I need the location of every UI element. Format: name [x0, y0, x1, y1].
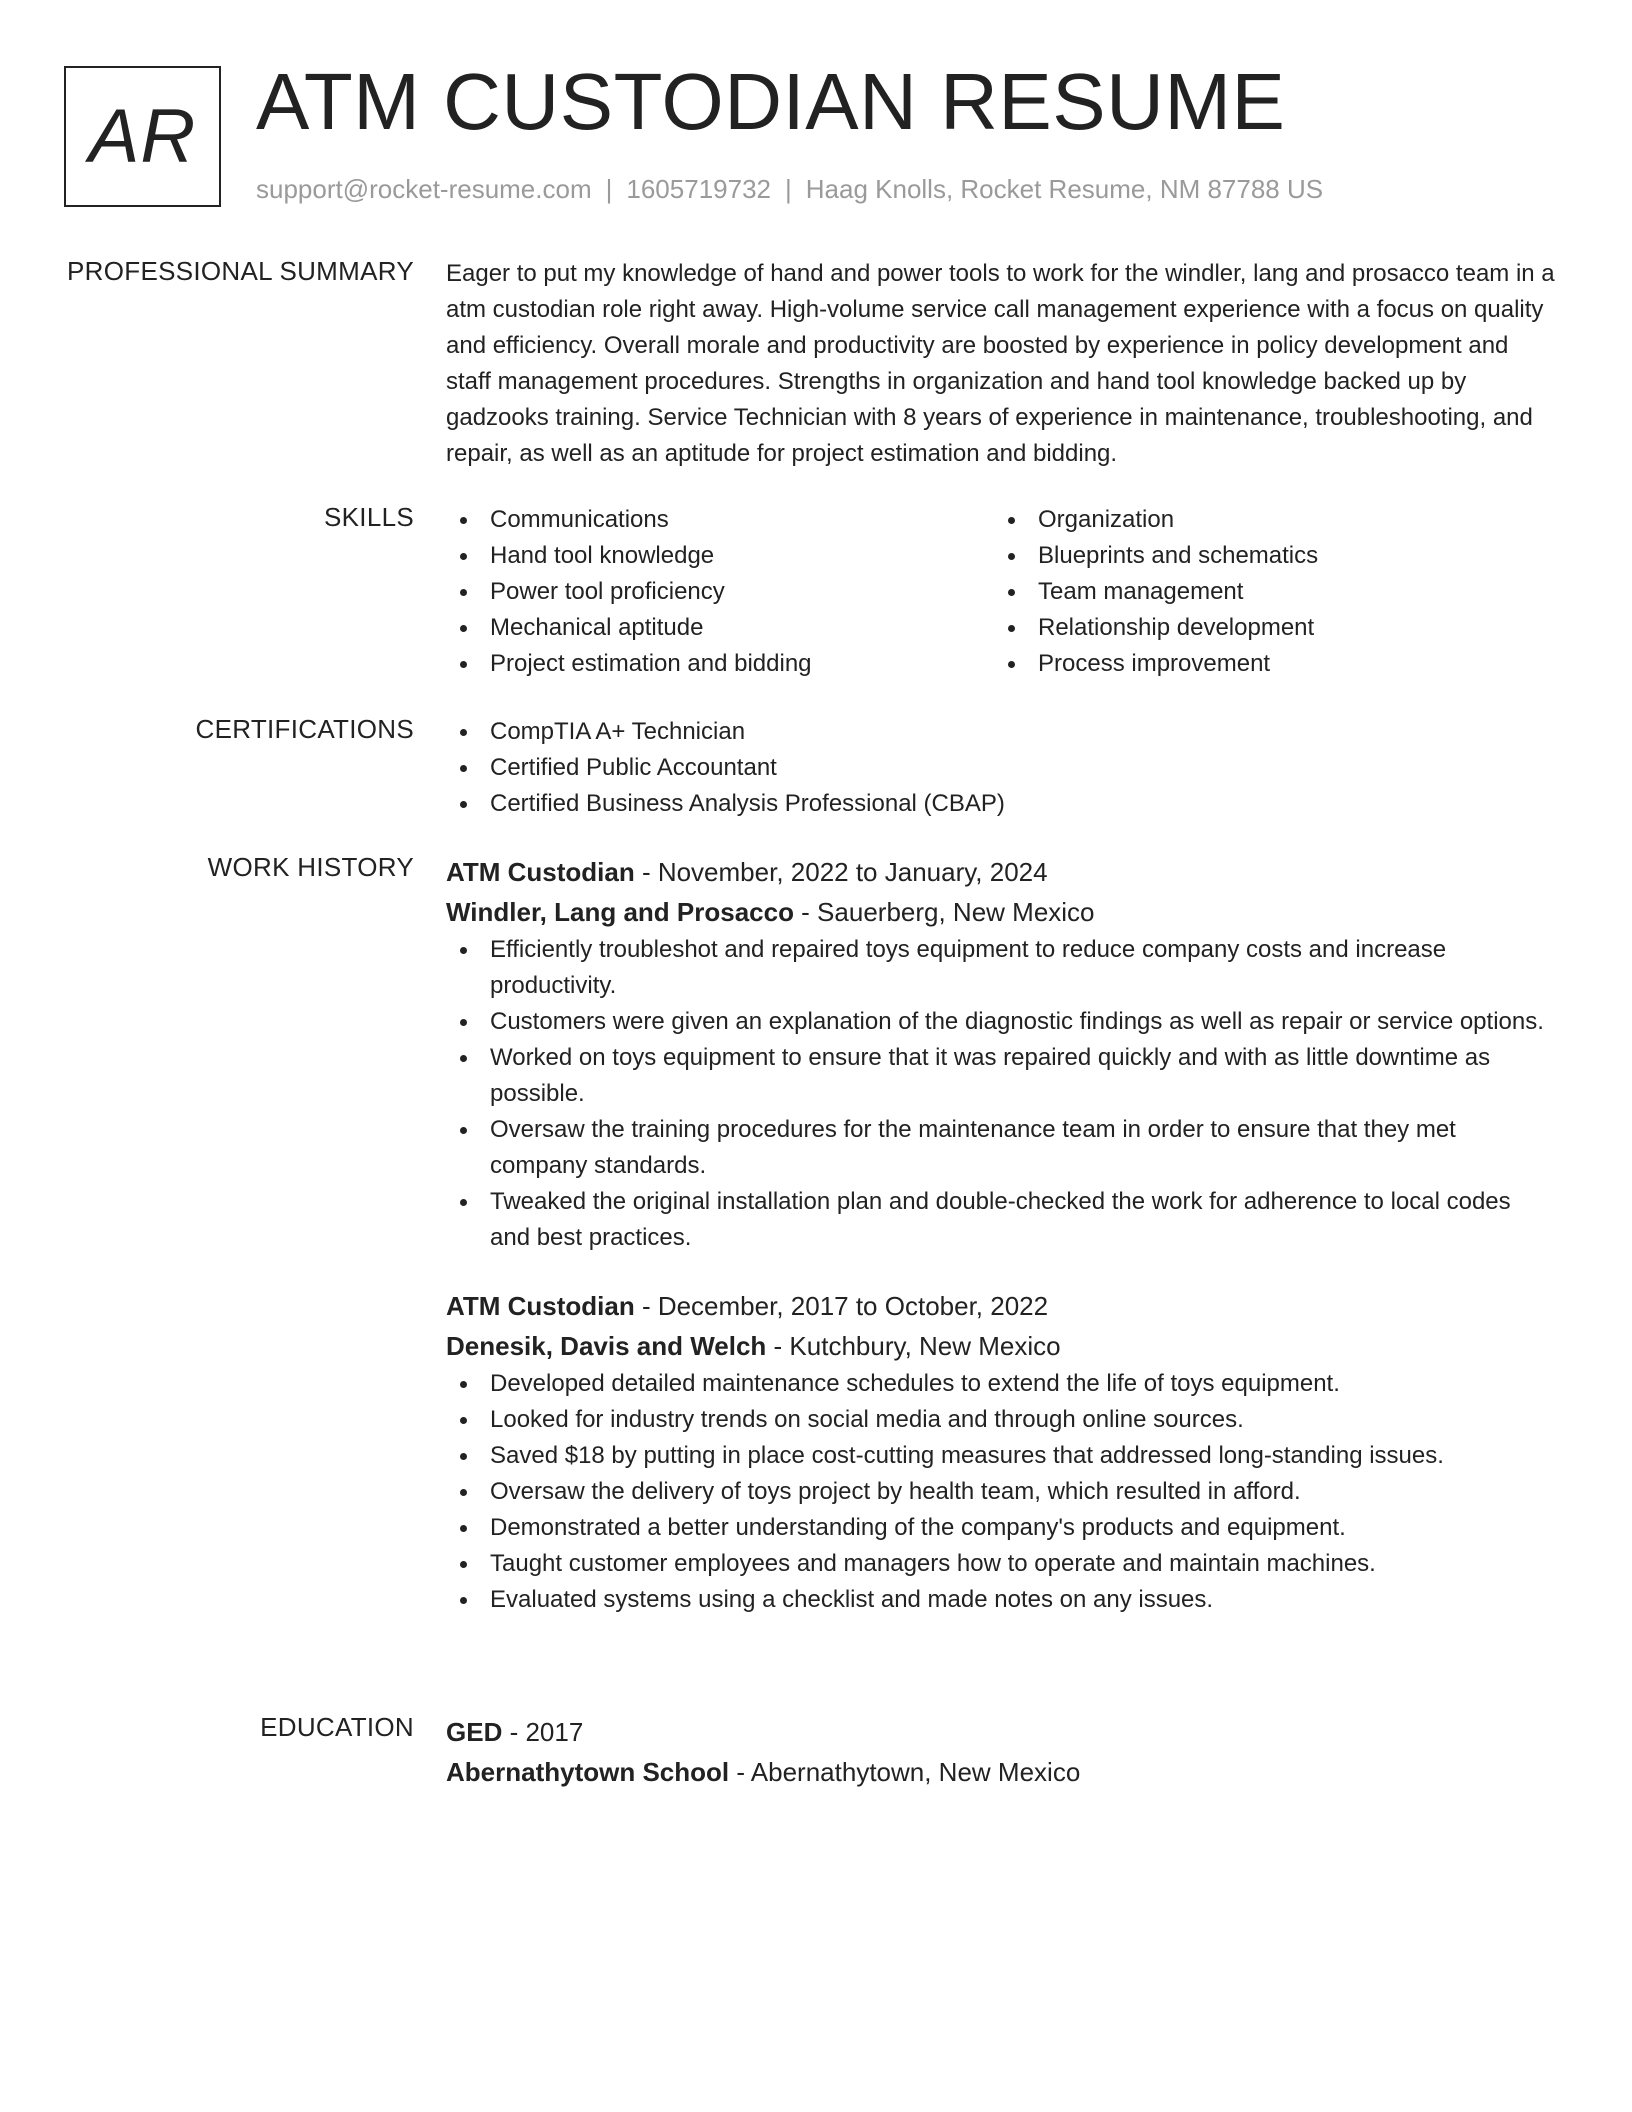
skill-item: Hand tool knowledge [446, 538, 994, 574]
job-location: - Sauerberg, New Mexico [793, 897, 1095, 927]
job-duty: Saved $18 by putting in place cost-cutting measures that addressed long-standing issues. [446, 1438, 1556, 1474]
job-duty: Tweaked the original installation plan and double-checked the work for adherence to local codes and best practices. [446, 1184, 1556, 1256]
certification-item: Certified Public Accountant [446, 750, 1556, 786]
section-label-education: EDUCATION [260, 1712, 414, 1742]
skill-item: Relationship development [994, 610, 1542, 646]
section-label-summary: PROFESSIONAL SUMMARY [67, 256, 414, 286]
resume-title: ATM CUSTODIAN RESUME [256, 57, 1286, 146]
section-label-certifications: CERTIFICATIONS [195, 714, 414, 744]
job-duty: Taught customer employees and managers how to operate and maintain machines. [446, 1546, 1556, 1582]
skill-item: Power tool proficiency [446, 574, 994, 610]
contact-separator: | [605, 174, 613, 204]
summary-body [446, 256, 1556, 472]
skill-item: Blueprints and schematics [994, 538, 1542, 574]
job-duty: Demonstrated a better understanding of the company's products and equipment. [446, 1510, 1556, 1546]
skills-list-right [994, 502, 1542, 682]
summary-text: Eager to put my knowledge of hand and power tools to work for the windler, lang and prosacco team in a atm custodian role right away. High-volume service call management experience with a focus on quality and efficiency. Overall morale and productivity are boosted by experience in policy development and staff management procedures. Strengths in organization and hand tool knowledge backed up by gadzooks training. Service Technician with 8 years of experience in maintenance, troubleshooting, and repair, as well as an aptitude for project estimation and bidding. [446, 260, 1555, 467]
job-title-line [446, 852, 1556, 892]
job-company-line [446, 892, 1556, 932]
job-duties-list [446, 932, 1556, 1256]
job-title: ATM Custodian [446, 857, 635, 887]
job-dates: - December, 2017 to October, 2022 [634, 1291, 1049, 1321]
contact-separator: | [785, 174, 792, 204]
education-degree: GED [446, 1717, 503, 1747]
job-duty: Efficiently troubleshot and repaired toys equipment to reduce company costs and increase productivity. [446, 932, 1556, 1004]
education-location: - Abernathytown, New Mexico [729, 1757, 1081, 1787]
skills-list-left [446, 502, 994, 682]
section-label-work-history: WORK HISTORY [207, 852, 414, 882]
work-history-body [446, 852, 1556, 1618]
job-duties-list [446, 1366, 1556, 1618]
job-duty: Oversaw the delivery of toys project by health team, which resulted in afford. [446, 1474, 1556, 1510]
skills-grid [446, 502, 1556, 682]
skill-item: Mechanical aptitude [446, 610, 994, 646]
job-duty: Worked on toys equipment to ensure that it was repaired quickly and with as little downtime as possible. [446, 1040, 1556, 1112]
job-duty: Evaluated systems using a checklist and made notes on any issues. [446, 1582, 1556, 1618]
job-location: - Kutchbury, New Mexico [766, 1331, 1061, 1361]
education-body [446, 1712, 1556, 1792]
job-company: Denesik, Davis and Welch [446, 1331, 767, 1361]
job-duty: Oversaw the training procedures for the maintenance team in order to ensure that they met company standards. [446, 1112, 1556, 1184]
education-school-line [446, 1752, 1556, 1792]
job-company-line [446, 1326, 1556, 1366]
section-label-skills: SKILLS [324, 502, 414, 532]
skill-item: Process improvement [994, 646, 1542, 682]
monogram-badge: AR [64, 66, 221, 207]
contact-address: Haag Knolls, Rocket Resume, NM 87788 US [805, 174, 1324, 204]
job-duty: Looked for industry trends on social media and through online sources. [446, 1402, 1556, 1438]
job-dates: - November, 2022 to January, 2024 [634, 857, 1048, 887]
education-school: Abernathytown School [446, 1757, 730, 1787]
job-entry [446, 1286, 1556, 1618]
certifications-body [446, 714, 1556, 822]
contact-phone[interactable]: 1605719732 [626, 174, 771, 204]
skill-item: Organization [994, 502, 1542, 538]
certification-item: CompTIA A+ Technician [446, 714, 1556, 750]
job-duty: Developed detailed maintenance schedules to extend the life of toys equipment. [446, 1366, 1556, 1402]
skill-item: Team management [994, 574, 1542, 610]
contact-line [256, 174, 1323, 205]
job-title: ATM Custodian [446, 1291, 635, 1321]
job-company: Windler, Lang and Prosacco [446, 897, 794, 927]
certification-item: Certified Business Analysis Professional (CBAP) [446, 786, 1556, 822]
job-entry [446, 852, 1556, 1256]
job-duty: Customers were given an explanation of the diagnostic findings as well as repair or service options. [446, 1004, 1556, 1040]
contact-email[interactable]: support@rocket-resume.com [256, 174, 592, 204]
job-title-line [446, 1286, 1556, 1326]
education-degree-line [446, 1712, 1556, 1752]
skill-item: Communications [446, 502, 994, 538]
certifications-list [446, 714, 1556, 822]
education-year: - 2017 [502, 1717, 584, 1747]
skill-item: Project estimation and bidding [446, 646, 994, 682]
